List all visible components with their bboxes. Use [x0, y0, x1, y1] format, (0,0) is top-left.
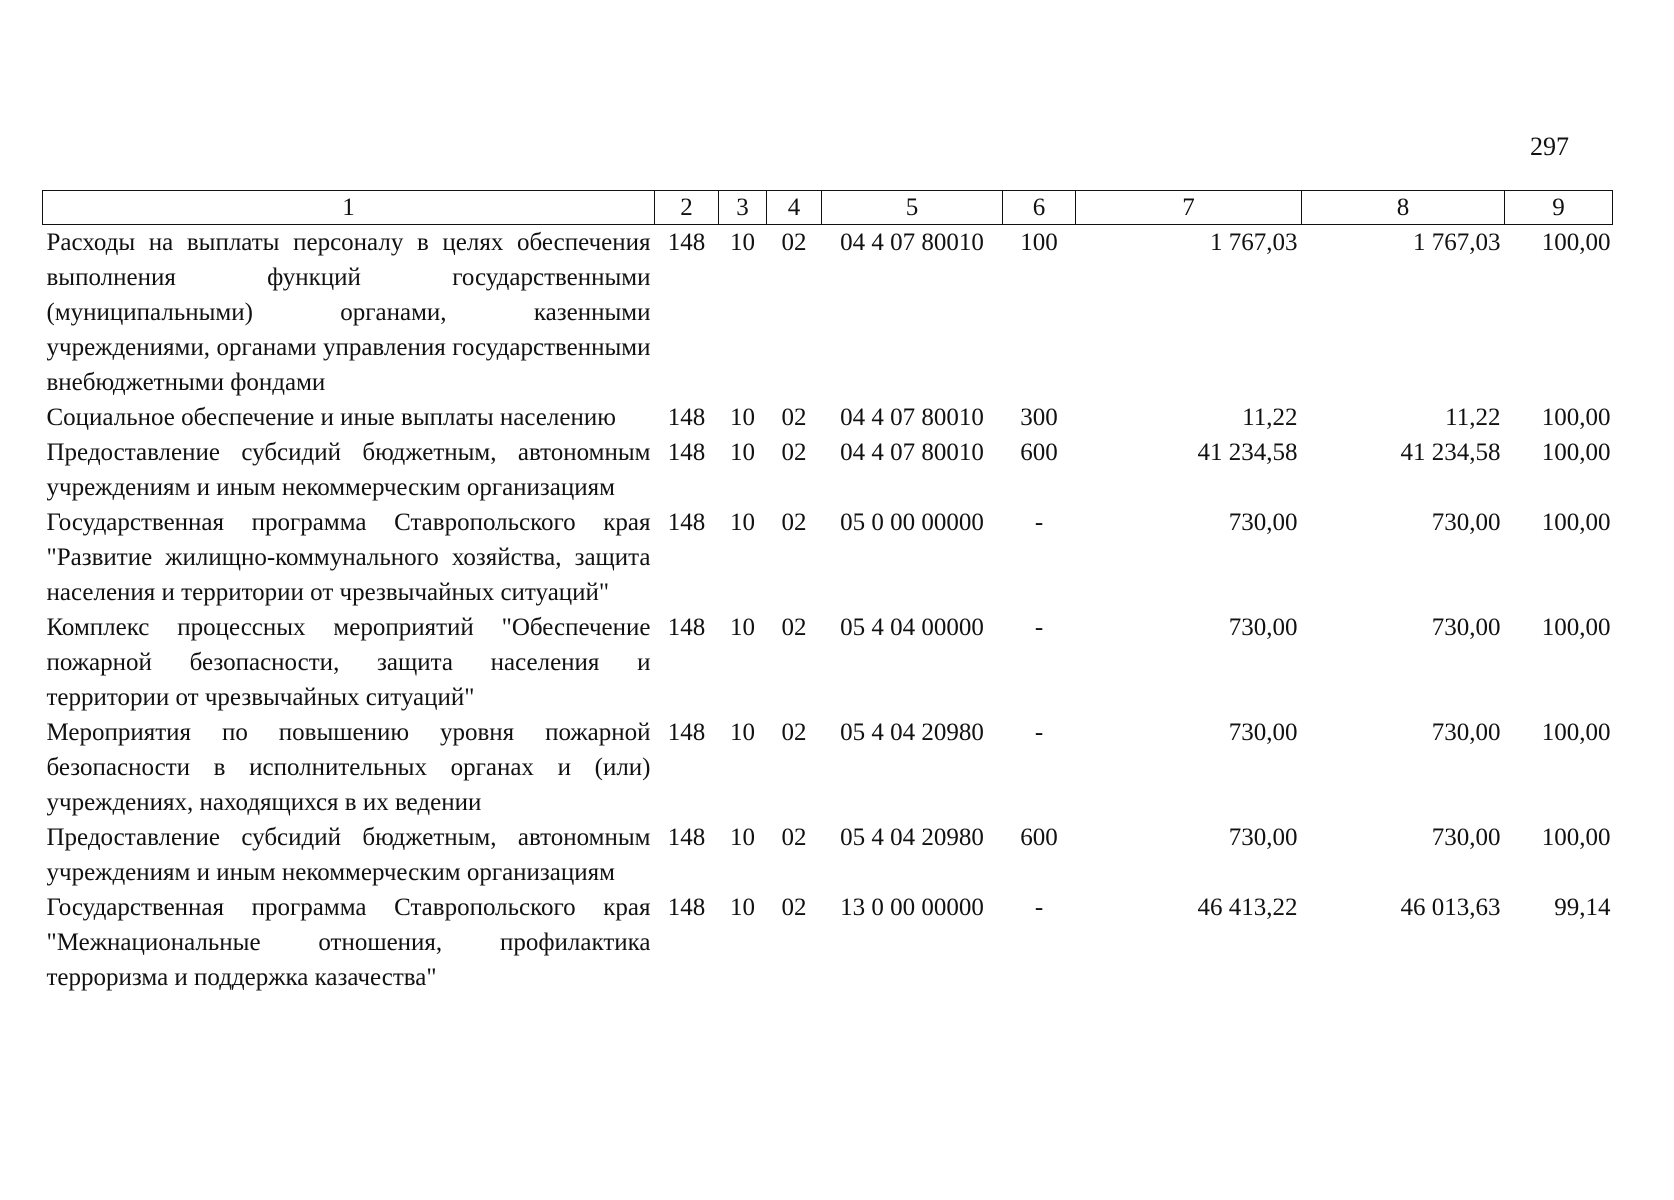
row-plan: 730,00: [1228, 614, 1298, 641]
row-fact: 1 767,03: [1413, 229, 1501, 256]
table-header: [43, 191, 1613, 225]
row-rz: 10: [730, 509, 755, 536]
row-fact: 730,00: [1431, 824, 1501, 851]
row-csr: 05 4 04 20980: [840, 719, 984, 746]
row-vr: 600: [1020, 824, 1058, 851]
row-vr: 600: [1020, 439, 1058, 466]
row-plan: 730,00: [1228, 824, 1298, 851]
row-ved: 148: [667, 719, 706, 746]
row-name: Государственная программа Ставропольского края "Развитие жилищно-коммунального хозяйства, защита населения и территории от чрезвычайных ситуаций": [46, 509, 651, 606]
row-plan: 730,00: [1228, 509, 1298, 536]
row-ved: 148: [667, 404, 706, 431]
row-name: Предоставление субсидий бюджетным, автономным учреждениям и иным некоммерческим организациям: [46, 439, 651, 501]
header-col-9: 9: [1505, 191, 1613, 225]
row-rz: 10: [730, 824, 755, 851]
row-vr: -: [1034, 894, 1044, 921]
row-pct: 99,14: [1554, 894, 1611, 921]
row-ved: 148: [667, 229, 706, 256]
row-fact: 730,00: [1431, 719, 1501, 746]
row-vr: -: [1034, 509, 1044, 536]
row-name: Расходы на выплаты персоналу в целях обеспечения выполнения функций государственными (муниципальными) органами, казенными учреждениями, органами управления государственными внебюджетными фондами: [46, 229, 651, 396]
row-ved: 148: [667, 824, 706, 851]
table-row: [43, 435, 1613, 505]
row-pr: 02: [781, 719, 807, 746]
row-plan: 730,00: [1228, 719, 1298, 746]
table-row: [43, 820, 1613, 890]
row-name: Социальное обеспечение и иные выплаты населению: [46, 404, 616, 431]
row-vr: -: [1034, 614, 1044, 641]
row-csr: 05 4 04 20980: [840, 824, 984, 851]
row-pct: 100,00: [1541, 439, 1611, 466]
row-pct: 100,00: [1541, 824, 1611, 851]
row-rz: 10: [730, 229, 755, 256]
row-pct: 100,00: [1541, 719, 1611, 746]
header-col-3: 3: [719, 191, 767, 225]
row-name: Мероприятия по повышению уровня пожарной безопасности в исполнительных органах и (или) учреждениях, находящихся в их ведении: [46, 719, 651, 816]
row-pr: 02: [781, 894, 807, 921]
row-pct: 100,00: [1541, 614, 1611, 641]
header-col-7: 7: [1076, 191, 1302, 225]
row-name: Комплекс процессных мероприятий "Обеспечение пожарной безопасности, защита населения и территории от чрезвычайных ситуаций": [46, 614, 651, 711]
row-pr: 02: [781, 229, 807, 256]
row-pr: 02: [781, 614, 807, 641]
row-plan: 46 413,22: [1197, 894, 1298, 921]
table-row: [43, 610, 1613, 715]
row-vr: 300: [1020, 404, 1058, 431]
header-col-2: 2: [655, 191, 719, 225]
header-row: [43, 191, 1613, 225]
table-row: [43, 715, 1613, 820]
row-fact: 46 013,63: [1400, 894, 1501, 921]
header-col-1: 1: [43, 191, 655, 225]
header-col-4: 4: [767, 191, 822, 225]
row-pr: 02: [781, 439, 807, 466]
row-rz: 10: [730, 719, 755, 746]
table-row: [43, 225, 1613, 401]
header-col-5: 5: [822, 191, 1003, 225]
row-name: Государственная программа Ставропольского края "Межнациональные отношения, профилактика терроризма и поддержка казачества": [46, 894, 651, 991]
row-fact: 41 234,58: [1400, 439, 1501, 466]
row-vr: 100: [1020, 229, 1058, 256]
row-pr: 02: [781, 404, 807, 431]
row-csr: 04 4 07 80010: [840, 439, 984, 466]
table-row: [43, 890, 1613, 995]
row-rz: 10: [730, 894, 755, 921]
row-ved: 148: [667, 614, 706, 641]
row-csr: 04 4 07 80010: [840, 229, 984, 256]
row-rz: 10: [730, 614, 755, 641]
row-pct: 100,00: [1541, 509, 1611, 536]
row-csr: 05 4 04 00000: [840, 614, 984, 641]
row-fact: 11,22: [1445, 404, 1501, 431]
row-ved: 148: [667, 439, 706, 466]
row-pct: 100,00: [1541, 229, 1611, 256]
row-ved: 148: [667, 894, 706, 921]
row-plan: 11,22: [1242, 404, 1298, 431]
budget-table: [42, 190, 1613, 995]
header-col-6: 6: [1003, 191, 1076, 225]
table-row: [43, 400, 1613, 435]
row-rz: 10: [730, 439, 755, 466]
table-body: [43, 225, 1613, 996]
row-csr: 04 4 07 80010: [840, 404, 984, 431]
row-fact: 730,00: [1431, 614, 1501, 641]
row-name: Предоставление субсидий бюджетным, автономным учреждениям и иным некоммерческим организациям: [46, 824, 651, 886]
row-fact: 730,00: [1431, 509, 1501, 536]
row-plan: 1 767,03: [1210, 229, 1298, 256]
row-vr: -: [1034, 719, 1044, 746]
row-csr: 13 0 00 00000: [840, 894, 984, 921]
table-row: [43, 505, 1613, 610]
row-csr: 05 0 00 00000: [840, 509, 984, 536]
row-plan: 41 234,58: [1197, 439, 1298, 466]
header-col-8: 8: [1302, 191, 1505, 225]
row-pct: 100,00: [1541, 404, 1611, 431]
row-ved: 148: [667, 509, 706, 536]
row-pr: 02: [781, 824, 807, 851]
row-rz: 10: [730, 404, 755, 431]
row-pr: 02: [781, 509, 807, 536]
page-number: 297: [1530, 132, 1569, 161]
